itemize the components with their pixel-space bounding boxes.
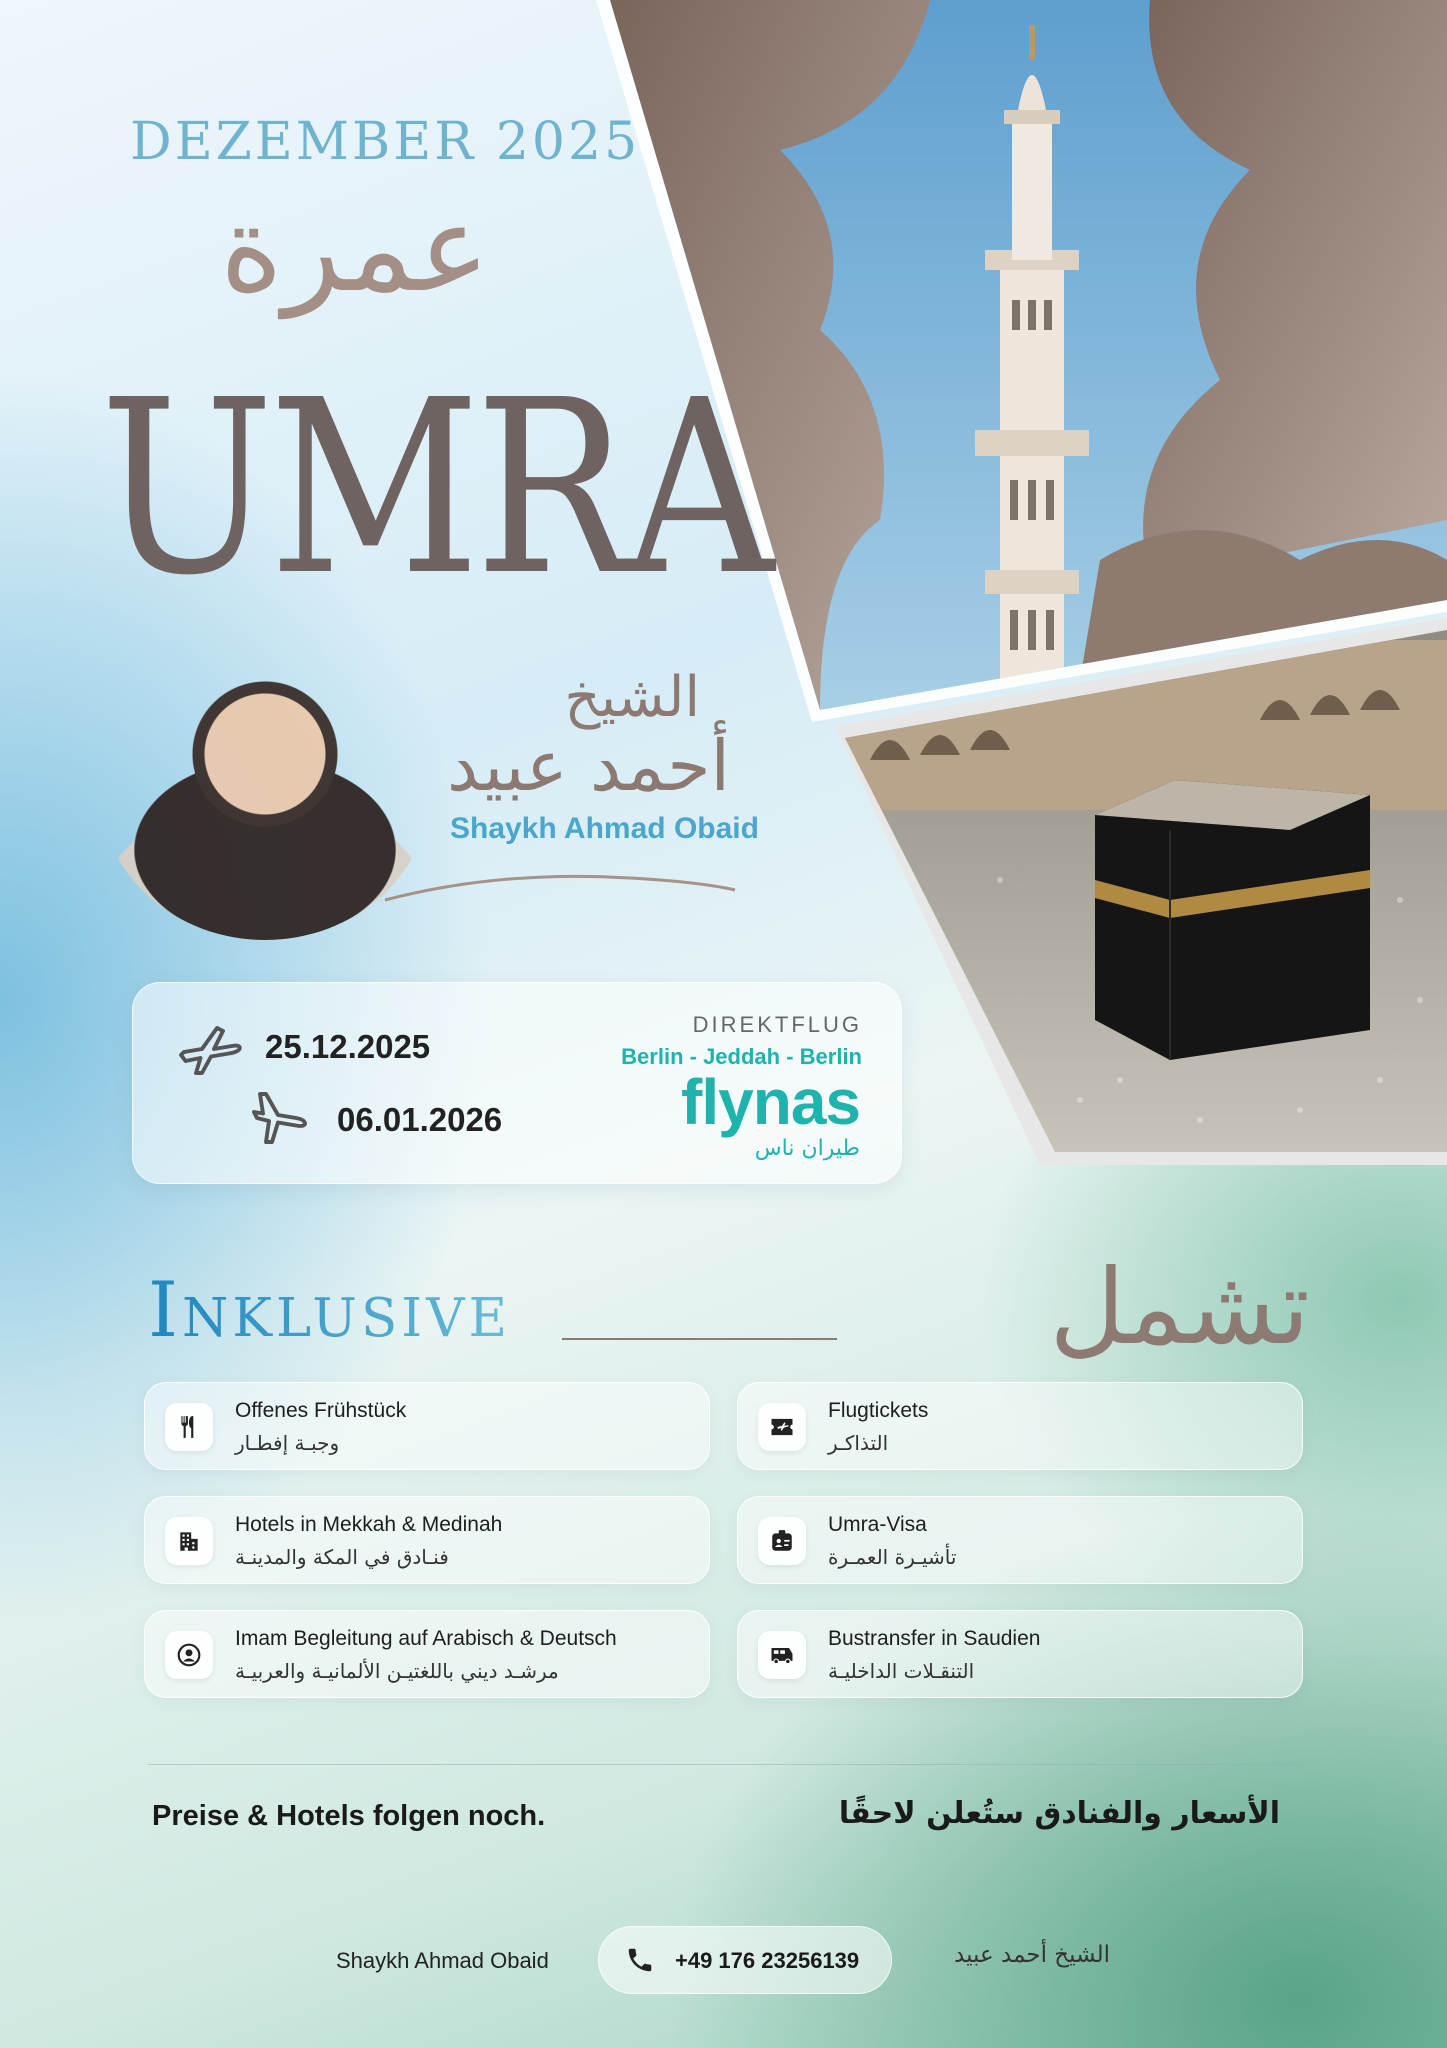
item-label: Umra-Visa [828, 1513, 927, 1536]
heading-divider [562, 1338, 837, 1340]
footer-name: Shaykh Ahmad Obaid [336, 1948, 549, 1973]
title-umra: UMRA [100, 348, 770, 628]
bus-icon [758, 1631, 806, 1679]
event-month: DEZEMBER 2025 [130, 112, 641, 172]
item-label: Offenes Frühstück [235, 1399, 407, 1422]
item-label: Hotels in Mekkah & Medinah [235, 1513, 503, 1536]
price-notice-arabic: الأسعار والفنادق ستُعلن لاحقًا [838, 1796, 1280, 1831]
shaykh-title-arabic: الشيخ [564, 665, 700, 730]
phone-icon [625, 1945, 655, 1975]
ticket-icon [758, 1403, 806, 1451]
item-label: Bustransfer in Saudien [828, 1627, 1041, 1650]
title-arabic: عمرة [219, 180, 491, 319]
item-label-arabic: مرشـد ديني باللغتيـن الألمانيـة والعربيـة [235, 1659, 559, 1683]
user-circle-icon [165, 1631, 213, 1679]
phone-number[interactable]: +49 176 23256139 [675, 1948, 860, 1973]
cutlery-icon [165, 1403, 213, 1451]
section-divider [148, 1764, 1300, 1765]
item-label: Imam Begleitung auf Arabisch & Deutsch [235, 1627, 617, 1650]
outbound-date: 25.12.2025 [265, 1028, 431, 1065]
item-label-arabic: وجبـة إفطـار [235, 1431, 340, 1455]
plane-landing-icon [245, 1085, 317, 1157]
shaykh-name: Shaykh Ahmad Obaid [450, 812, 759, 845]
inclusive-heading: Inklusive [148, 1265, 512, 1354]
decorative-swoosh [380, 860, 740, 910]
inclusive-item-breakfast [144, 1382, 710, 1470]
inclusive-item-flight-tickets [737, 1382, 1303, 1470]
building-icon [165, 1517, 213, 1565]
inclusive-item-hotels [144, 1496, 710, 1584]
inclusive-item-visa [737, 1496, 1303, 1584]
price-notice: Preise & Hotels folgen noch. [152, 1800, 546, 1832]
inclusive-item-bus-transfer [737, 1610, 1303, 1698]
flight-route: Berlin - Jeddah - Berlin [621, 1044, 862, 1069]
item-label: Flugtickets [828, 1399, 929, 1422]
item-label-arabic: التنقـلات الداخليـة [828, 1659, 975, 1683]
shaykh-name-arabic: أحمد عبيد [447, 725, 730, 807]
inclusive-item-imam [144, 1610, 710, 1698]
airline-logo-arabic: طيران ناس [754, 1136, 860, 1161]
id-card-icon [758, 1517, 806, 1565]
airline-logo: flynas [681, 1066, 860, 1138]
item-label-arabic: التذاكـر [828, 1431, 889, 1455]
item-label-arabic: تأشيـرة العمـرة [828, 1545, 957, 1569]
flight-type-label: DIREKTFLUG [692, 1012, 862, 1037]
footer-name-arabic: الشيخ أحمد عبيد [954, 1942, 1110, 1968]
inclusive-heading-arabic: تشمل [1049, 1246, 1310, 1368]
plane-takeoff-icon [175, 1010, 247, 1082]
return-date: 06.01.2026 [337, 1101, 503, 1138]
item-label-arabic: فنـادق في المكة والمدينـة [235, 1545, 449, 1569]
